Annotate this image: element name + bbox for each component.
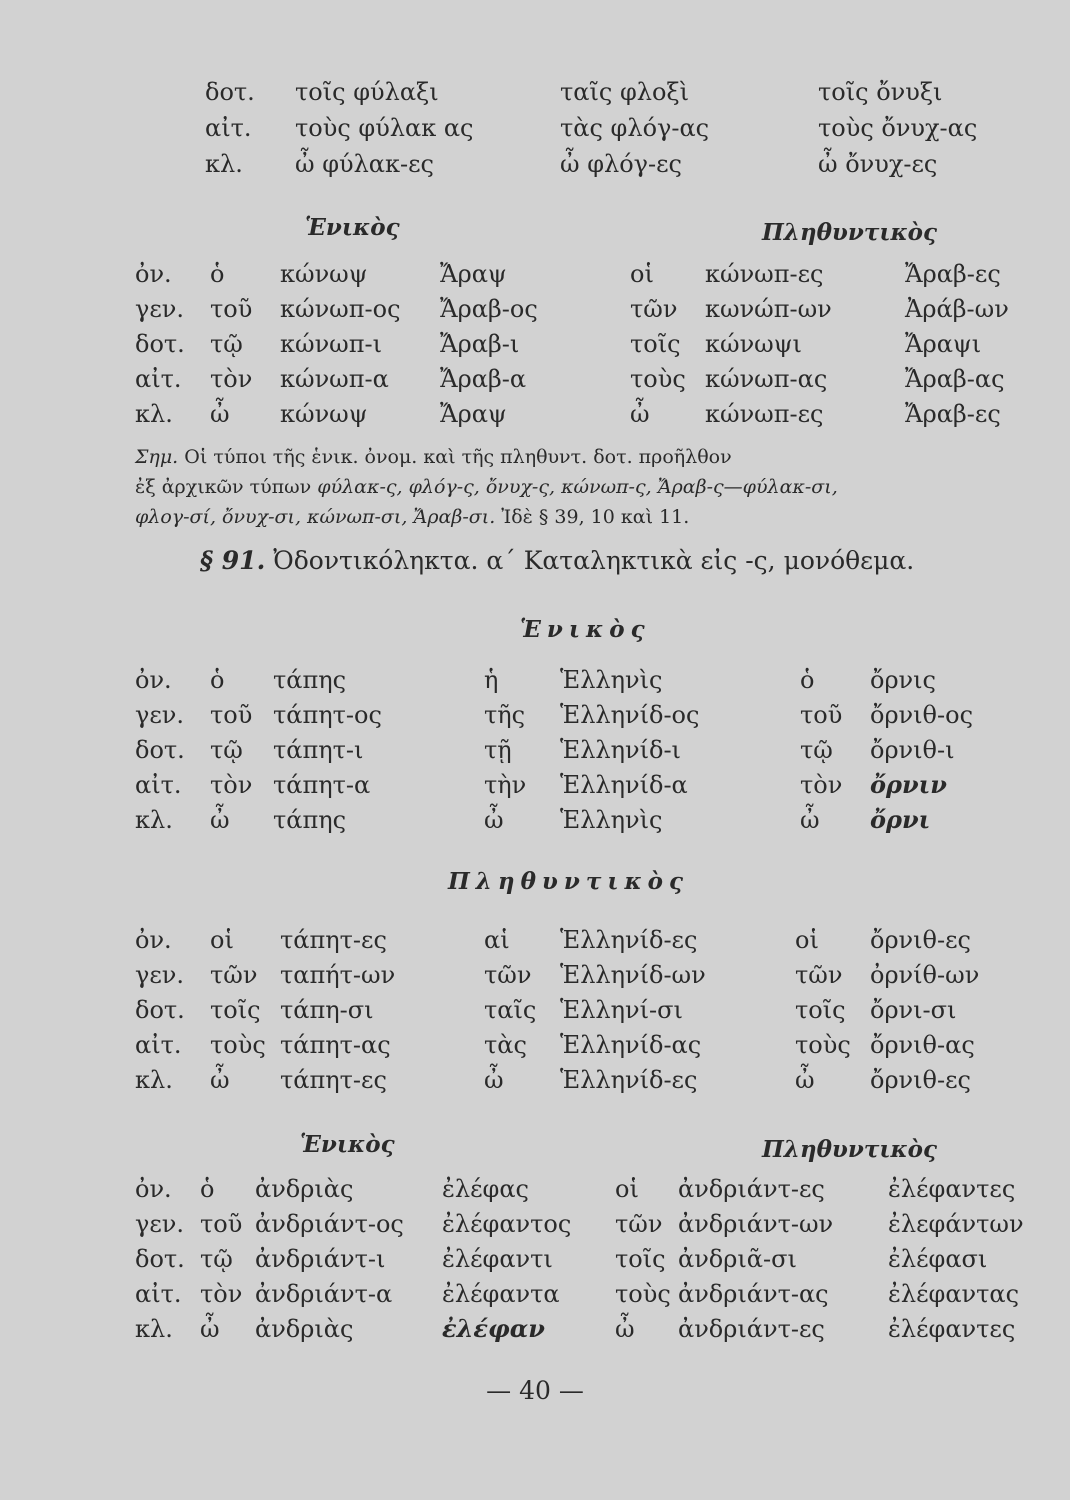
article: ὦ [615, 1315, 635, 1343]
form: κώνωψ [280, 400, 368, 428]
article: τὴν [484, 771, 527, 799]
article: τοῦ [200, 1210, 243, 1238]
article: τοῖς [615, 1245, 666, 1273]
form: τάπητ-ος [273, 701, 382, 729]
table-row [0, 326, 1070, 362]
form: τάπης [273, 666, 347, 694]
case-label: ὀν. [135, 260, 172, 288]
singular-header: Ἑνικὸς [300, 1131, 395, 1158]
article: ὁ [210, 260, 225, 288]
case-label: γεν. [135, 1210, 184, 1238]
table-row [0, 802, 1070, 838]
note-text: Οἱ τύποι τῆς ἑνικ. ὀνομ. καὶ τῆς πληθυντ. δοτ. προῆλθον [184, 446, 732, 468]
case-label: δοτ. [135, 736, 185, 764]
form: Ἄραβ-ες [905, 260, 1001, 288]
table-row [0, 767, 1070, 803]
article: ταῖς [484, 996, 537, 1024]
table-row [0, 361, 1070, 397]
form: Ἑλληνίδ-ας [560, 1031, 702, 1059]
form: ἐλεφάντων [888, 1210, 1024, 1238]
table-row [0, 256, 1070, 292]
case-label: αἰτ. [135, 1031, 182, 1059]
form: Ἄραψ [440, 260, 507, 288]
form: κώνωπ-ες [705, 400, 824, 428]
case-label: δοτ. [135, 996, 185, 1024]
form: Ἄραψι [905, 330, 982, 358]
article: ὁ [800, 666, 815, 694]
form: ὄρνις [870, 666, 936, 694]
table-row [0, 74, 1070, 110]
form: τοὺς φύλακ ας [295, 114, 474, 142]
table-row [0, 396, 1070, 432]
form: κώνωψι [705, 330, 802, 358]
case-label: αἰτ. [135, 365, 182, 393]
table-row [0, 1206, 1070, 1242]
form: ὦ φύλακ-ες [295, 150, 434, 178]
article: τῶν [795, 961, 843, 989]
form: Ἄραβ-ι [440, 330, 520, 358]
table-row [0, 662, 1070, 698]
form: Ἑλληνίδ-ων [560, 961, 706, 989]
article: ὦ [210, 400, 230, 428]
article: ὦ [795, 1066, 815, 1094]
form: ἀνδριᾶ-σι [678, 1245, 797, 1273]
article: τῶν [210, 961, 258, 989]
form: Ἑλληνί-σι [560, 996, 683, 1024]
case-label: κλ. [205, 150, 243, 178]
form: Ἑλληνὶς [560, 806, 663, 834]
article: τοῖς [210, 996, 261, 1024]
article: τῶν [615, 1210, 663, 1238]
article: τοὺς [615, 1280, 671, 1308]
form: κώνωπ-ι [280, 330, 383, 358]
form: Ἑλληνίδ-ες [560, 1066, 698, 1094]
form: Ἀράβ-ων [905, 295, 1009, 323]
form: τὰς φλόγ-ας [560, 114, 710, 142]
article: τῶν [630, 295, 678, 323]
article: τῷ [210, 736, 243, 764]
article: οἱ [615, 1175, 639, 1203]
form: τάπητ-ας [280, 1031, 391, 1059]
singular-header: Ἑνικὸς [520, 616, 651, 643]
case-label: δοτ. [135, 1245, 185, 1273]
table-row [0, 992, 1070, 1028]
table-row [0, 146, 1070, 182]
form: ἐλέφασι [888, 1245, 988, 1273]
case-label: αἰτ. [205, 114, 252, 142]
form: ταπήτ-ων [280, 961, 396, 989]
form: ὦ ὄνυχ-ες [818, 150, 938, 178]
form: Ἄραβ-α [440, 365, 527, 393]
table-row [0, 732, 1070, 768]
form: Ἄραβ-ος [440, 295, 538, 323]
table-row [0, 1027, 1070, 1063]
form: ἐλέφαντας [888, 1280, 1020, 1308]
form: τάπητ-ες [280, 926, 387, 954]
table-row [0, 697, 1070, 733]
form: ὄρνιθ-ας [870, 1031, 975, 1059]
note-line [135, 442, 1065, 472]
note-text: Ἰδὲ § 39, 10 καὶ 11. [501, 506, 690, 528]
form: ὄρνι [870, 805, 931, 834]
form: ἐλέφαντες [888, 1175, 1016, 1203]
article: τὸν [210, 365, 253, 393]
form: ὄρνιν [870, 770, 947, 799]
table-row [0, 957, 1070, 993]
case-label: αἰτ. [135, 1280, 182, 1308]
article: ὁ [210, 666, 225, 694]
singular-header: Ἑνικὸς [305, 214, 400, 241]
table-row [0, 922, 1070, 958]
table-row [0, 1311, 1070, 1347]
article: τῇ [484, 736, 512, 764]
article: τὸν [210, 771, 253, 799]
case-label: κλ. [135, 400, 173, 428]
form: τάπη-σι [280, 996, 374, 1024]
table-row [0, 291, 1070, 327]
article: τοὺς [795, 1031, 851, 1059]
form: ἐλέφαντα [442, 1280, 560, 1308]
section-title: Ὀδοντικόληκτα. α΄ Καταληκτικὰ εἰς -ς, μονόθεμα. [273, 546, 915, 575]
page-number: — 40 — [486, 1376, 584, 1405]
form: ὀρνίθ-ων [870, 961, 980, 989]
article: ὦ [484, 806, 504, 834]
article: τοῖς [630, 330, 681, 358]
article: τοῦ [210, 701, 253, 729]
form: τάπητ-ες [280, 1066, 387, 1094]
form: ὄρνιθ-ι [870, 736, 955, 764]
case-label: γεν. [135, 701, 184, 729]
form: τοὺς ὄνυχ-ας [818, 114, 978, 142]
case-label: κλ. [135, 1066, 173, 1094]
table-row [0, 110, 1070, 146]
note-line [135, 502, 1065, 532]
form: κωνώπ-ων [705, 295, 832, 323]
article: οἱ [630, 260, 654, 288]
form: ὦ φλόγ-ες [560, 150, 682, 178]
form: Ἄραβ-ας [905, 365, 1005, 393]
article: τοῦ [800, 701, 843, 729]
case-label: γεν. [135, 961, 184, 989]
case-label: κλ. [135, 806, 173, 834]
form: ἐλέφαντες [888, 1315, 1016, 1343]
article: τῶν [484, 961, 532, 989]
article: τὸν [200, 1280, 243, 1308]
note-text: φύλακ-ς, φλόγ-ς, ὄνυχ-ς, κώνωπ-ς, Ἄραβ-ς—φύλακ-σι, [317, 476, 838, 498]
article: ὦ [210, 806, 230, 834]
form: κώνωπ-ες [705, 260, 824, 288]
form: ἀνδριάντ-ος [255, 1210, 404, 1238]
article: ὦ [800, 806, 820, 834]
form: ἀνδριάντ-ι [255, 1245, 386, 1273]
note-text: ἐξ ἀρχικῶν τύπων [135, 476, 312, 498]
case-label: ὀν. [135, 926, 172, 954]
article: ὦ [484, 1066, 504, 1094]
article: τοὺς [210, 1031, 266, 1059]
form: ἀνδριάντ-ων [678, 1210, 834, 1238]
form: ἐλέφαν [442, 1314, 545, 1343]
form: ταῖς φλοξὶ [560, 78, 690, 106]
table-row [0, 1171, 1070, 1207]
form: Ἑλληνὶς [560, 666, 663, 694]
article: αἱ [484, 926, 510, 954]
note-text: φλογ-σί, ὄνυχ-σι, κώνωπ-σι, Ἄραβ-σι. [135, 506, 496, 528]
case-label: δοτ. [135, 330, 185, 358]
article: οἱ [210, 926, 234, 954]
note-label: Σημ. [135, 446, 179, 468]
plural-header: Πληθυντικὸς [448, 868, 690, 895]
table-row [0, 1062, 1070, 1098]
article: τοῦ [210, 295, 253, 323]
form: ἀνδριὰς [255, 1315, 354, 1343]
case-label: γεν. [135, 295, 184, 323]
article: τοῖς [795, 996, 846, 1024]
article: ὦ [630, 400, 650, 428]
form: Ἑλληνίδ-ες [560, 926, 698, 954]
form: ἀνδριάντ-ες [678, 1175, 825, 1203]
plural-header: Πληθυντικὸς [762, 219, 938, 246]
form: ἀνδριάντ-ες [678, 1315, 825, 1343]
case-label: ὀν. [135, 666, 172, 694]
article: ὦ [210, 1066, 230, 1094]
article: τοὺς [630, 365, 686, 393]
table-row [0, 1276, 1070, 1312]
article: τῷ [800, 736, 833, 764]
form: κώνωπ-α [280, 365, 389, 393]
form: Ἑλληνίδ-ος [560, 701, 700, 729]
form: τάπητ-α [273, 771, 371, 799]
section-heading [200, 546, 914, 575]
form: Ἑλληνίδ-α [560, 771, 688, 799]
form: ὄρνιθ-ες [870, 1066, 971, 1094]
form: ἀνδριὰς [255, 1175, 354, 1203]
form: ἐλέφας [442, 1175, 529, 1203]
article: ὦ [200, 1315, 220, 1343]
form: κώνωπ-ος [280, 295, 401, 323]
form: ἐλέφαντος [442, 1210, 572, 1238]
form: ὄρνι-σι [870, 996, 957, 1024]
article: ἡ [484, 666, 499, 694]
form: ὄρνιθ-ος [870, 701, 974, 729]
case-label: κλ. [135, 1315, 173, 1343]
case-label: δοτ. [205, 78, 255, 106]
form: κώνωψ [280, 260, 368, 288]
article: τῆς [484, 701, 526, 729]
plural-header: Πληθυντικὸς [762, 1136, 938, 1163]
form: Ἄραψ [440, 400, 507, 428]
form: Ἄραβ-ες [905, 400, 1001, 428]
form: ὄρνιθ-ες [870, 926, 971, 954]
form: τάπητ-ι [273, 736, 364, 764]
form: ἀνδριάντ-ας [678, 1280, 829, 1308]
form: τοῖς ὄνυξι [818, 78, 943, 106]
form: κώνωπ-ας [705, 365, 828, 393]
form: Ἑλληνίδ-ι [560, 736, 681, 764]
form: ἐλέφαντι [442, 1245, 553, 1273]
section-number: § 91. [200, 546, 266, 575]
article: ὁ [200, 1175, 215, 1203]
article: τὸν [800, 771, 843, 799]
article: τὰς [484, 1031, 527, 1059]
note-line [135, 472, 1065, 502]
article: τῷ [200, 1245, 233, 1273]
form: τοῖς φύλαξι [295, 78, 439, 106]
article: οἱ [795, 926, 819, 954]
form: ἀνδριάντ-α [255, 1280, 393, 1308]
article: τῷ [210, 330, 243, 358]
form: τάπης [273, 806, 347, 834]
case-label: αἰτ. [135, 771, 182, 799]
case-label: ὀν. [135, 1175, 172, 1203]
table-row [0, 1241, 1070, 1277]
